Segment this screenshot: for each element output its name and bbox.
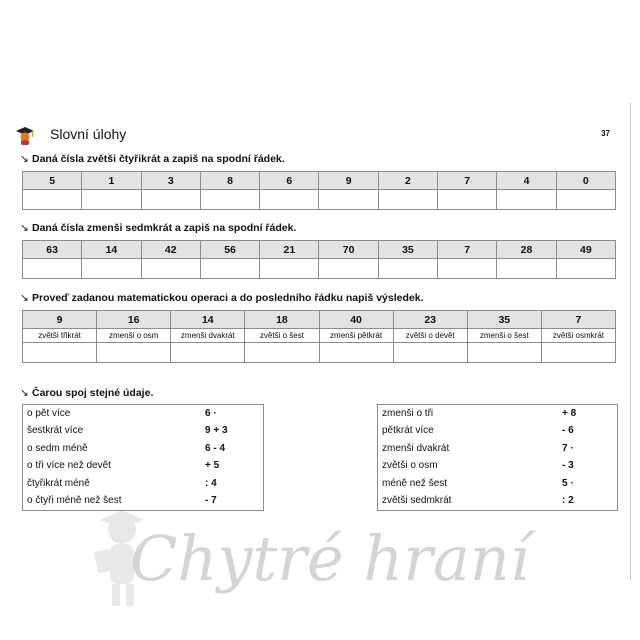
answer-cell[interactable] [141,190,200,210]
operation-cell: zmenši dvakrát [171,329,245,343]
task-4-instruction [20,387,153,399]
given-number-cell: 18 [245,311,319,329]
answer-cell[interactable] [23,259,82,279]
given-number-cell: 14 [171,311,245,329]
task-1-instruction [20,153,285,165]
answer-cell[interactable] [541,343,615,363]
operation-cell: zvětši osmkrát [541,329,615,343]
given-number-cell: 0 [556,172,615,190]
watermark-text: Chytré hraní [130,522,530,595]
answer-cell[interactable] [82,259,141,279]
answer-cell[interactable] [378,259,437,279]
operation-cell: zvětši o devět [393,329,467,343]
given-number-cell: 1 [82,172,141,190]
given-number-cell: 63 [23,241,82,259]
match-label: méně než šest [382,477,448,489]
page-number: 37 [601,129,610,138]
operation-cell: zmenši o osm [97,329,171,343]
given-number-cell: 42 [141,241,200,259]
answer-cell[interactable] [260,259,319,279]
task-2-text: Daná čísla zmenši sedmkrát a zapiš na spodní řádek. [32,222,297,234]
answer-cell[interactable] [97,343,171,363]
match-row[interactable] [23,457,263,474]
match-value: + 5 [205,460,220,472]
answer-cell[interactable] [467,343,541,363]
match-row[interactable] [378,405,617,422]
given-number-cell: 14 [82,241,141,259]
task-1-text: Daná čísla zvětši čtyřikrát a zapiš na spodní řádek. [32,153,285,165]
answer-cell[interactable] [245,343,319,363]
match-value: + 8 [562,408,577,419]
task-3-instruction [20,292,424,304]
answer-cell[interactable] [319,343,393,363]
match-value: : 4 [205,477,217,489]
page-header [14,124,614,146]
match-row[interactable] [23,422,263,439]
match-label: zmenši o tři [382,408,434,419]
match-value: : 2 [562,495,574,506]
match-value: 5 · [562,477,574,489]
answer-cell[interactable] [438,190,497,210]
match-label: pětkrát více [382,425,434,437]
pencil-icon: ↘ [20,222,29,234]
given-number-cell: 9 [319,172,378,190]
answer-cell[interactable] [378,190,437,210]
task-4-text: Čarou spoj stejné údaje. [32,387,154,399]
pencil-icon: ↘ [20,292,29,304]
match-row[interactable] [378,422,617,439]
task-3-table [22,310,616,363]
match-label: šestkrát více [27,425,84,437]
given-number-cell: 7 [438,241,497,259]
match-label: zvětši sedmkrát [382,495,452,506]
answer-cell[interactable] [438,259,497,279]
given-number-cell: 70 [319,241,378,259]
match-row[interactable] [378,440,617,457]
answer-cell[interactable] [23,343,97,363]
match-value: 6 - 4 [205,442,226,454]
answer-cell[interactable] [497,259,556,279]
operation-cell: zvětši o šest [245,329,319,343]
answer-cell[interactable] [260,190,319,210]
match-value: 6 · [205,408,217,419]
task-2-table [22,240,616,279]
watermark-logo [90,490,630,630]
given-number-cell: 56 [200,241,259,259]
answer-cell[interactable] [82,190,141,210]
given-number-cell: 16 [97,311,171,329]
given-number-cell: 40 [319,311,393,329]
match-value: - 6 [562,425,574,437]
match-row[interactable] [23,440,263,457]
match-label: o pět více [27,408,71,419]
given-number-cell: 23 [393,311,467,329]
answer-cell[interactable] [23,190,82,210]
given-number-cell: 5 [23,172,82,190]
match-row[interactable] [23,405,263,422]
given-number-cell: 35 [467,311,541,329]
match-value: 9 + 3 [205,425,228,437]
match-label: o tři více než devět [27,460,111,472]
graduate-mascot-icon [14,124,36,146]
given-number-cell: 49 [556,241,615,259]
match-value: - 7 [205,495,217,506]
page-edge-rule [630,103,631,580]
operation-cell: zmenši pětkrát [319,329,393,343]
operation-cell: zvětši třikrát [23,329,97,343]
match-label: o sedm méně [27,442,88,454]
given-number-cell: 28 [497,241,556,259]
given-number-cell: 9 [23,311,97,329]
given-number-cell: 7 [541,311,615,329]
page-title: Slovní úlohy [50,126,127,142]
answer-cell[interactable] [200,259,259,279]
answer-cell[interactable] [141,259,200,279]
given-number-cell: 21 [260,241,319,259]
match-value: - 3 [562,460,574,472]
operation-cell: zmenši o šest [467,329,541,343]
task-1-table [22,171,616,210]
match-value: 7 · [562,442,574,454]
answer-cell[interactable] [200,190,259,210]
answer-cell[interactable] [393,343,467,363]
match-row[interactable] [378,457,617,474]
given-number-cell: 8 [200,172,259,190]
answer-cell[interactable] [319,190,378,210]
answer-cell[interactable] [497,190,556,210]
given-number-cell: 3 [141,172,200,190]
given-number-cell: 4 [497,172,556,190]
answer-cell[interactable] [556,259,615,279]
given-number-cell: 35 [378,241,437,259]
match-label: zvětši o osm [382,460,438,472]
task-3-text: Proveď zadanou matematickou operaci a do posledního řádku napiš výsledek. [32,292,424,304]
pencil-icon: ↘ [20,387,29,399]
match-label: čtyřikrát méně [27,477,90,489]
task-2-instruction [20,222,296,234]
match-label: o čtyři méně než šest [27,495,122,506]
pencil-icon: ↘ [20,153,29,165]
answer-cell[interactable] [319,259,378,279]
answer-cell[interactable] [556,190,615,210]
match-label: zmenši dvakrát [382,442,450,454]
given-number-cell: 2 [378,172,437,190]
answer-cell[interactable] [171,343,245,363]
given-number-cell: 6 [260,172,319,190]
given-number-cell: 7 [438,172,497,190]
